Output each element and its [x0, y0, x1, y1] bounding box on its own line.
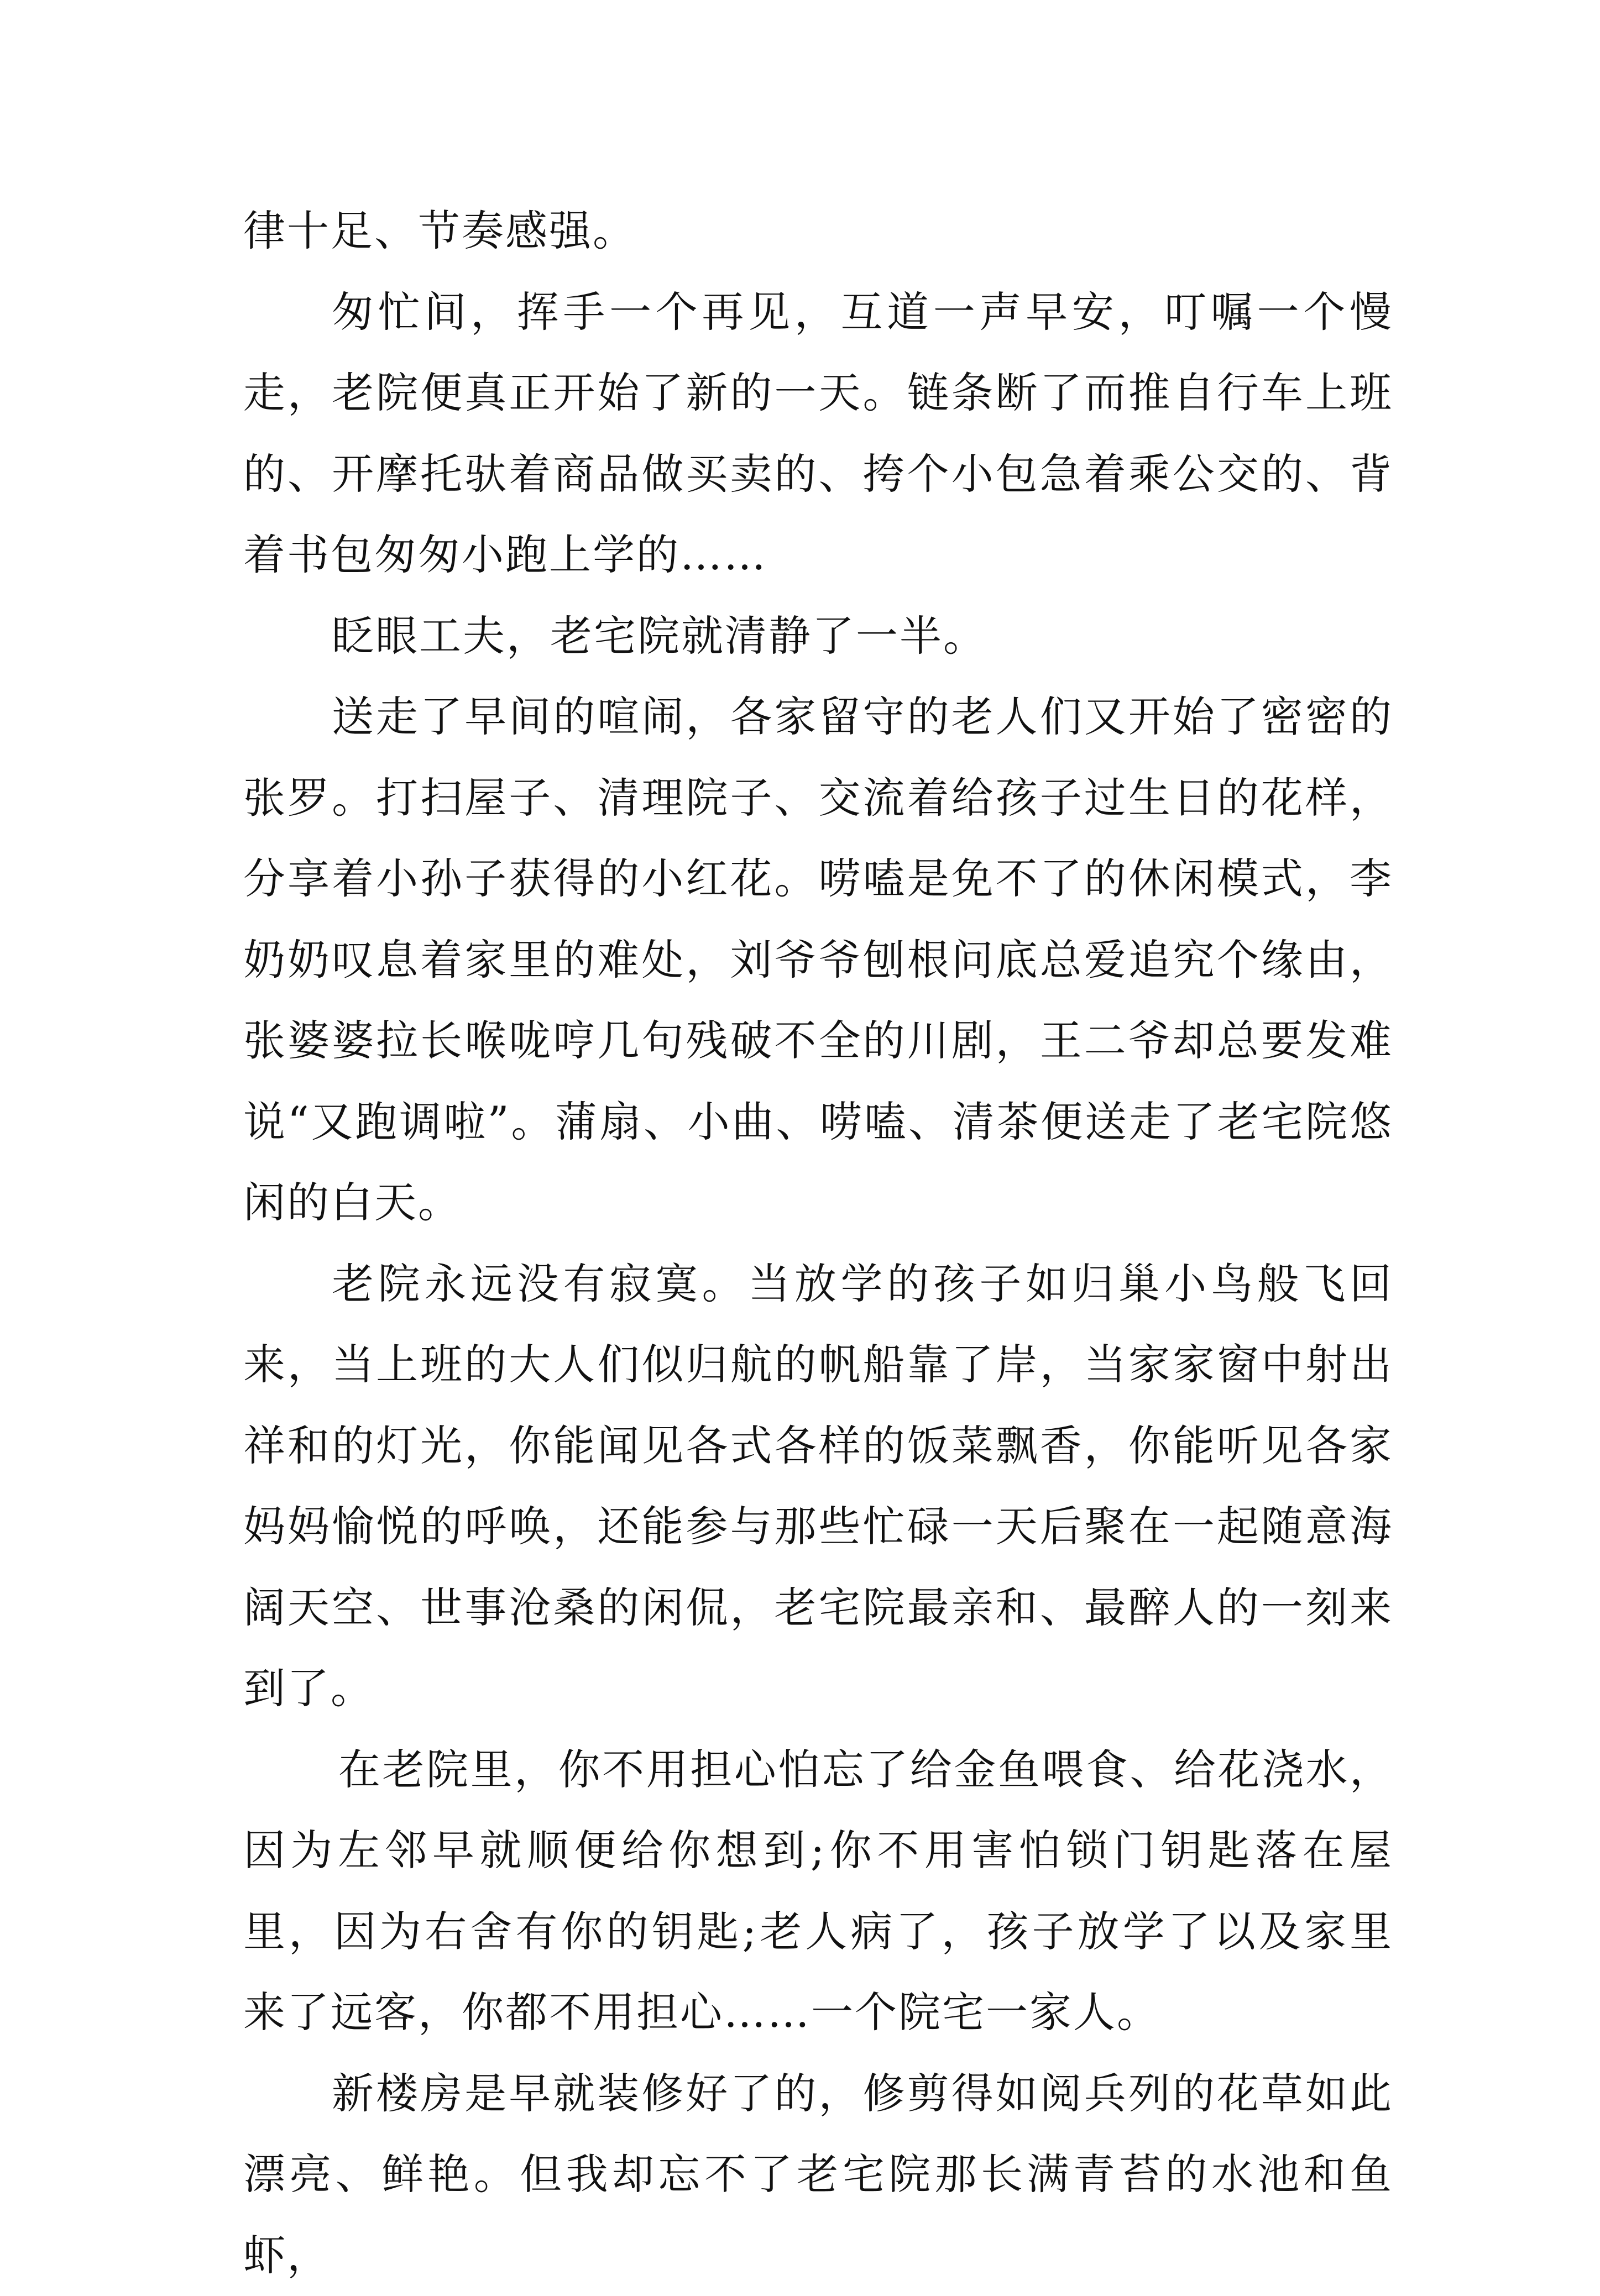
paragraph-6: 在老院里，你不用担心怕忘了给金鱼喂食、给花浇水，因为左邻早就顺便给你想到;你不用害怕锁门钥匙落在屋里，因为右舍有你的钥匙;老人病了，孩子放学了以及家里来了远客，你都不用担心……一个院宅一家人。	[243, 1729, 1393, 2053]
article-body	[243, 191, 1393, 2296]
paragraph-7: 新楼房是早就装修好了的，修剪得如阅兵列的花草如此漂亮、鲜艳。但我却忘不了老宅院那长满青苔的水池和鱼虾，	[243, 2053, 1393, 2296]
paragraph-2: 匆忙间，挥手一个再见，互道一声早安，叮嘱一个慢走，老院便真正开始了新的一天。链条断了而推自行车上班的、开摩托驮着商品做买卖的、挎个小包急着乘公交的、背着书包匆匆小跑上学的……	[243, 272, 1393, 596]
paragraph-4: 送走了早间的喧闹，各家留守的老人们又开始了密密的张罗。打扫屋子、清理院子、交流着给孩子过生日的花样，分享着小孙子获得的小红花。唠嗑是免不了的休闲模式，李奶奶叹息着家里的难处，刘爷爷刨根问底总爱追究个缘由，张婆婆拉长喉咙哼几句残破不全的川剧，王二爷却总要发难说“又跑调啦”。蒲扇、小曲、唠嗑、清茶便送走了老宅院悠闲的白天。	[243, 677, 1393, 1244]
paragraph-3: 眨眼工夫，老宅院就清静了一半。	[243, 596, 1393, 677]
paragraph-5: 老院永远没有寂寞。当放学的孩子如归巢小鸟般飞回来，当上班的大人们似归航的帆船靠了岸，当家家窗中射出祥和的灯光，你能闻见各式各样的饭菜飘香，你能听见各家妈妈愉悦的呼唤，还能参与那些忙碌一天后聚在一起随意海阔天空、世事沧桑的闲侃，老宅院最亲和、最醉人的一刻来到了。	[243, 1244, 1393, 1729]
paragraph-1: 律十足、节奏感强。	[243, 191, 1393, 272]
